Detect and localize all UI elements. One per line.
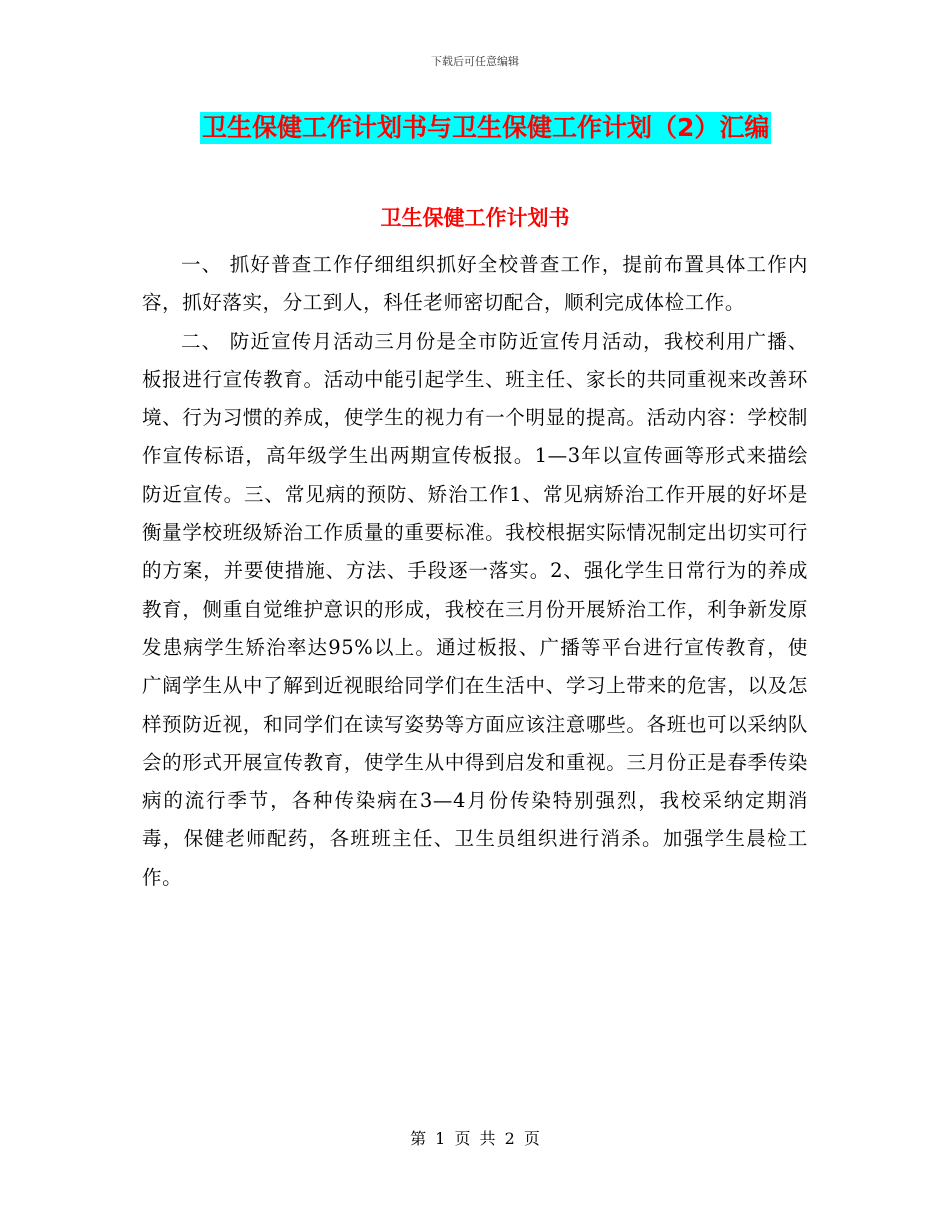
section-title: 卫生保健工作计划书	[380, 206, 570, 230]
document-title: 卫生保健工作计划书与卫生保健工作计划（2）汇编	[202, 113, 770, 142]
paragraph-2: 二、 防近宣传月活动三月份是全市防近宣传月活动，我校利用广播、板报进行宣传教育。活动中能引起学生、班主任、家长的共同重视来改善环境、行为习惯的养成，使学生的视力有一个明显的提高。活动内容：学校制作宣传标语，高年级学生出两期宣传板报。1—3年以宣传画等形式来描绘防近宣传。三、常见病的预防、矫治工作1、常见病矫治工作开展的好坏是衡量学校班级矫治工作质量的重要标准。我校根据实际情况制定出切实可行的方案，并要使措施、方法、手段逐一落实。2、强化学生日常行为的养成教育，侧重自觉维护意识的形成，我校在三月份开展矫治工作，利争新发原发患病学生矫治率达95%以上。通过板报、广播等平台进行宣传教育，使广阔学生从中了解到近视眼给同学们在生活中、学习上带来的危害，以及怎样预防近视，和同学们在读写姿势等方面应该注意哪些。各班也可以采纳队会的形式开展宣传教育，使学生从中得到启发和重视。三月份正是春季传染病的流行季节，各种传染病在3—4月份传染特别强烈，我校采纳定期消毒，保健老师配药，各班班主任、卫生员组织进行消杀。加强学生晨检工作。	[142, 329, 808, 889]
document-body	[142, 246, 808, 897]
paragraph-1: 一、 抓好普查工作仔细组织抓好全校普查工作，提前布置具体工作内容，抓好落实，分工到人，科任老师密切配合，顺利完成体检工作。	[142, 253, 808, 315]
page-header-note: 下载后可任意编辑	[431, 55, 519, 68]
page-footer: 第 1 页 共 2 页	[410, 1129, 540, 1148]
